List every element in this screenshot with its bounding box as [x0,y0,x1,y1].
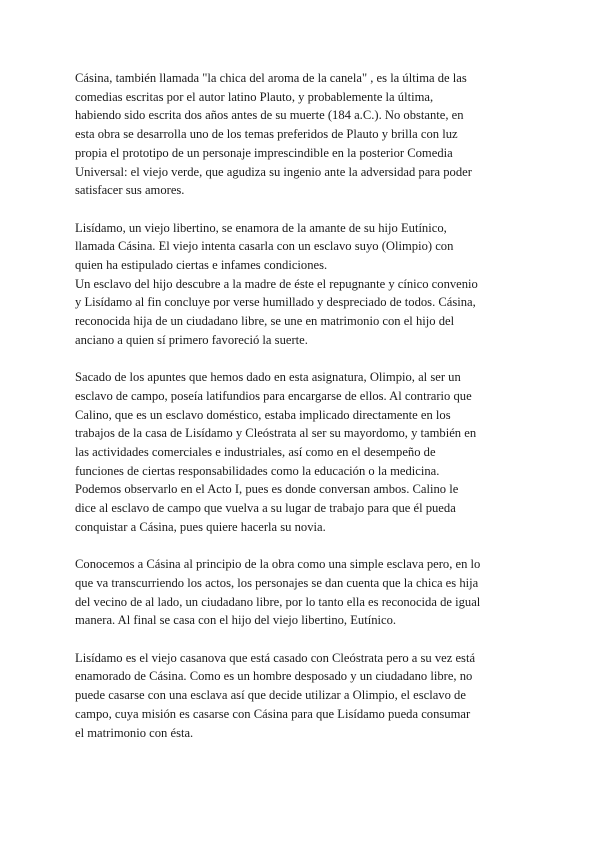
text-line: y Lisídamo al fin concluye por verse humillado y despreciado de todos. Cásina, [75,295,476,310]
text-line: enamorado de Cásina. Como es un hombre desposado y un ciudadano libre, no [75,669,473,684]
text-line: satisfacer sus amores. [75,183,185,198]
text-line: Calino, que es un esclavo doméstico, estaba implicado directamente en los [75,407,451,422]
text-line: habiendo sido escrita dos años antes de su muerte (184 a.C.). No obstante, en [75,108,464,123]
text-line: funciones de ciertas responsabilidades como la educación o la medicina. [75,463,440,478]
text-line: del vecino de al lado, un ciudadano libre, por lo tanto ella es reconocida de igual [75,594,481,609]
paragraph-1 [75,69,523,200]
text-line: Podemos observarlo en el Acto I, pues es donde conversan ambos. Calino le [75,482,459,497]
text-line: Cásina, también llamada "la chica del aroma de la canela" , es la última de las [75,71,467,85]
text-line: Lisídamo, un viejo libertino, se enamora de la amante de su hijo Eutínico, [75,220,447,235]
text-line: anciano a quien sí primero favoreció la suerte. [75,332,308,347]
text-line: Conocemos a Cásina al principio de la obra como una simple esclava pero, en lo [75,557,481,572]
text-line: comedias escritas por el autor latino Plauto, y probablemente la última, [75,89,434,104]
text-line: llamada Cásina. El viejo intenta casarla con un esclavo suyo (Olimpio) con [75,239,454,254]
text-line: puede casarse con una esclava así que decide utilizar a Olimpio, el esclavo de [75,688,466,703]
paragraph-2 [75,219,523,350]
text-line: manera. Al final se casa con el hijo del viejo libertino, Eutínico. [75,613,397,628]
text-line: esta obra se desarrolla uno de los temas preferidos de Plauto y brilla con luz [75,127,458,142]
text-line: esclavo de campo, poseía latifundios para encargarse de ellos. Al contrario que [75,388,472,403]
text-line: que va transcurriendo los actos, los personajes se dan cuenta que la chica es hija [75,575,479,590]
text-line: el matrimonio con ésta. [75,725,194,740]
text-line: las actividades comerciales e industriales, así como en el desempeño de [75,445,436,460]
paragraph-3 [75,368,523,536]
document-body [75,69,523,761]
paragraph-4 [75,555,523,630]
text-line: quien ha estipulado ciertas e infames condiciones. [75,258,328,273]
text-line: dice al esclavo de campo que vuelva a su lugar de trabajo para que él pueda [75,501,456,516]
text-line: Un esclavo del hijo descubre a la madre de éste el repugnante y cínico convenio [75,276,478,291]
text-line: Sacado de los apuntes que hemos dado en esta asignatura, Olimpio, al ser un [75,370,461,385]
paragraph-5 [75,649,523,743]
text-line: conquistar a Cásina, pues quiere hacerla su novia. [75,519,326,534]
text-line: trabajos de la casa de Lisídamo y Cleóstrata al ser su mayordomo, y también en [75,426,477,441]
text-line: Universal: el viejo verde, que agudiza su ingenio ante la adversidad para poder [75,164,472,179]
text-line: propia el prototipo de un personaje imprescindible en la posterior Comedia [75,145,453,160]
text-line: reconocida hija de un ciudadano libre, se une en matrimonio con el hijo del [75,314,455,329]
text-line: campo, cuya misión es casarse con Cásina para que Lisídamo pueda consumar [75,706,471,721]
text-line: Lisídamo es el viejo casanova que está casado con Cleóstrata pero a su vez está [75,650,476,665]
